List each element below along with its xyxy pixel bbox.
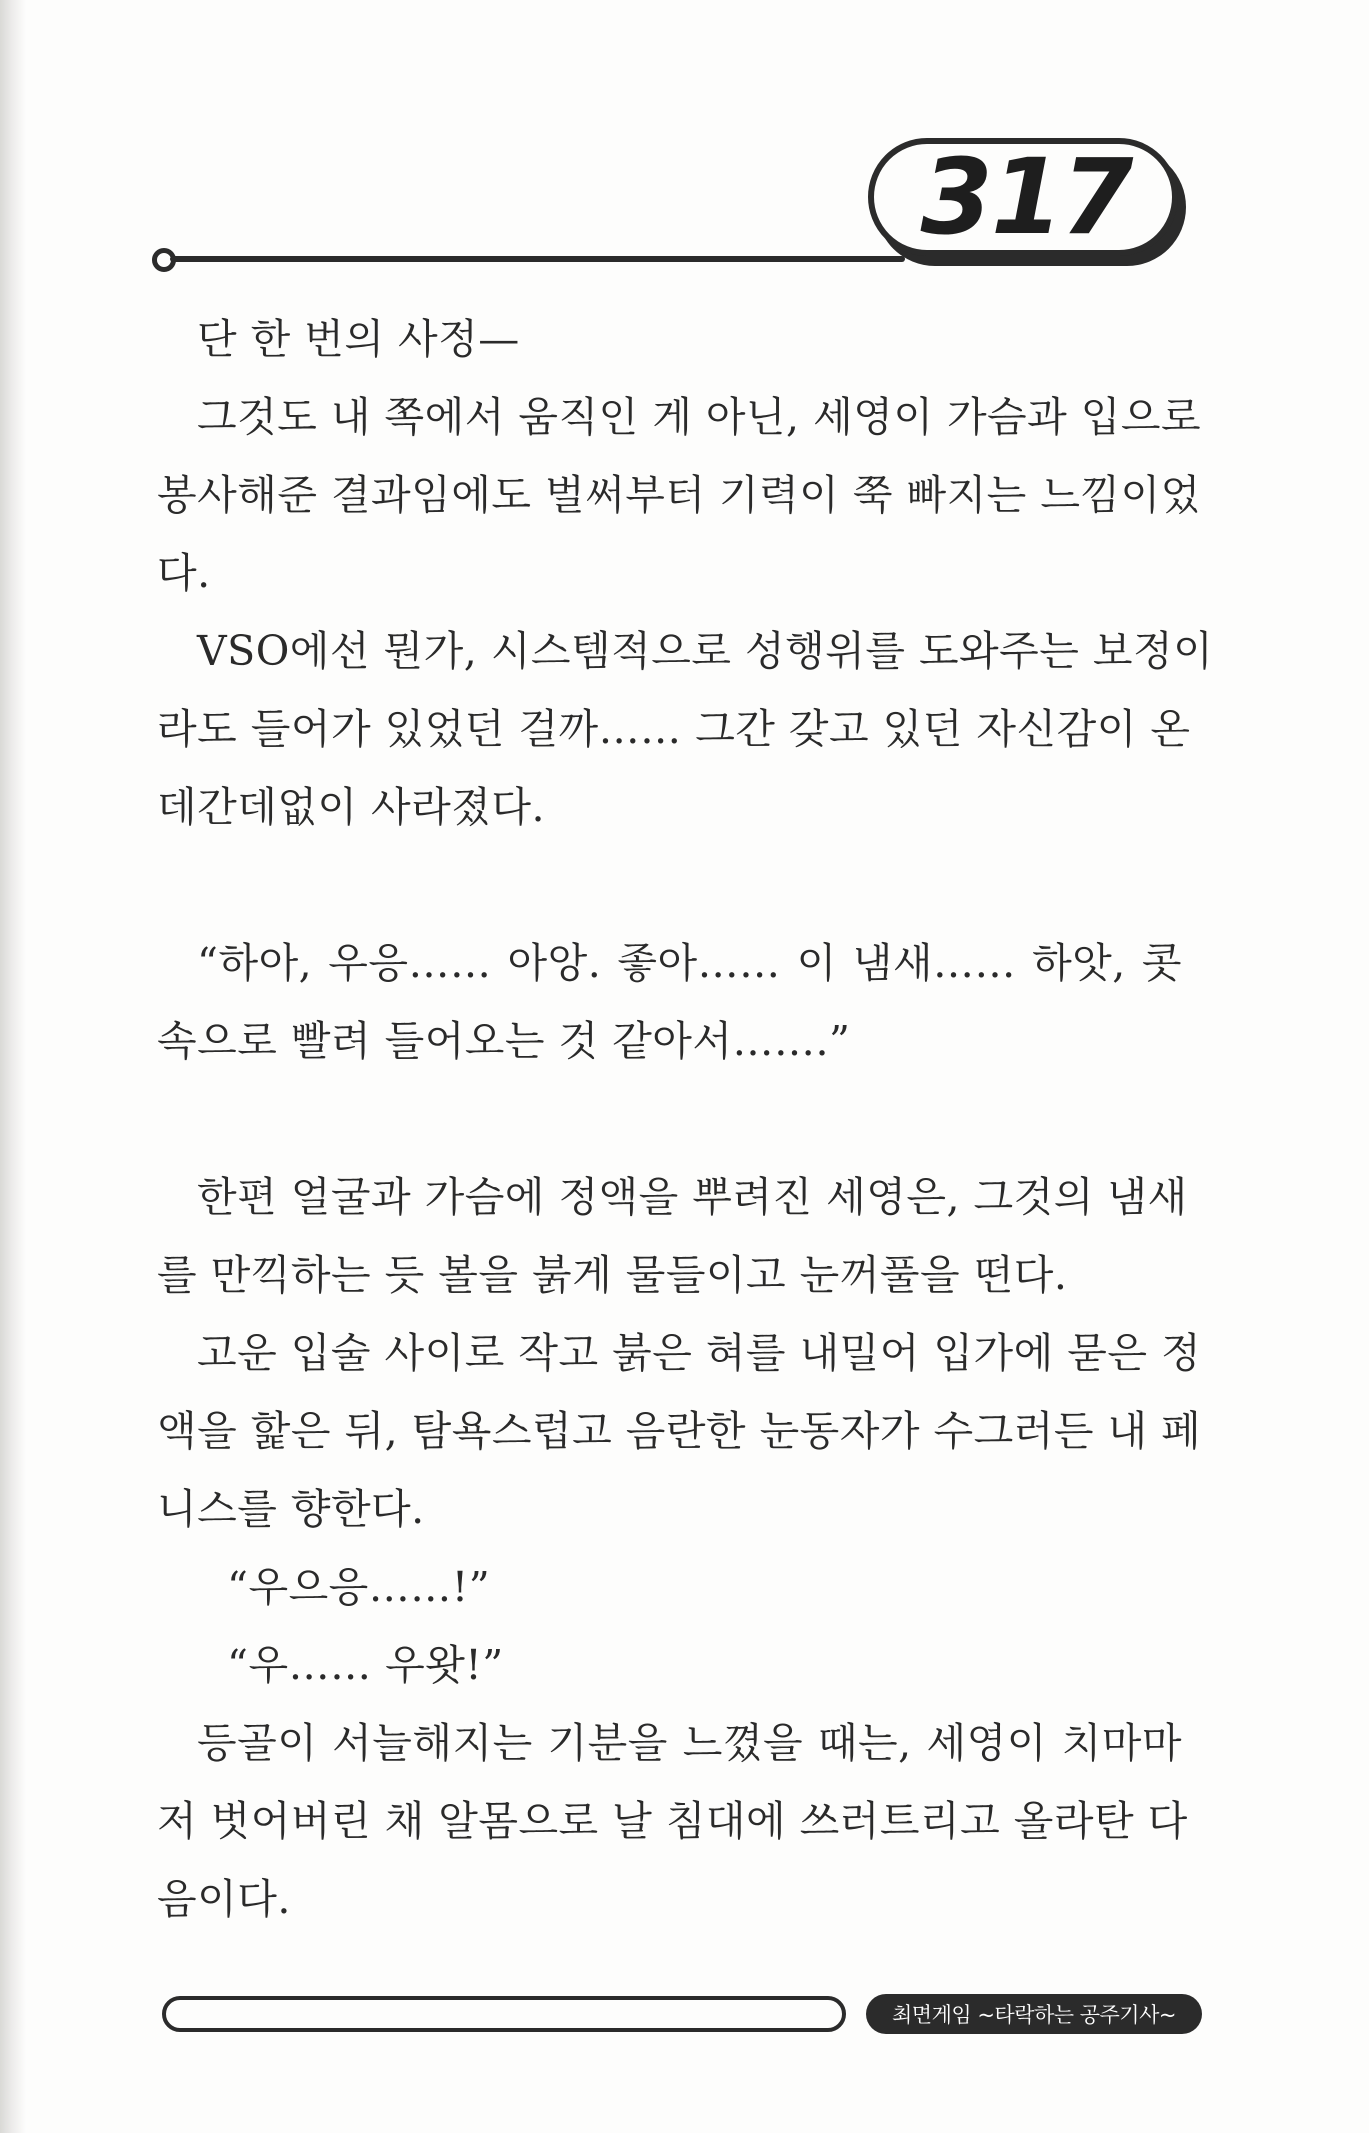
text-line: 저 벗어버린 채 알몸으로 날 침대에 쓰러트리고 올라탄 다: [157, 1797, 1188, 1845]
page-binding-shadow: [0, 0, 26, 2133]
text-line: 등골이 서늘해지는 기분을 느꼈을 때는, 세영이 치마마: [197, 1719, 1182, 1767]
text-line: 다.: [157, 549, 211, 597]
paragraph-gap: [157, 846, 1182, 924]
text-line: “우…… 우왓!”: [227, 1641, 504, 1689]
header-rule: [170, 256, 905, 262]
text-line: 니스를 향한다.: [157, 1485, 425, 1533]
footer-bar: [162, 1996, 846, 2032]
footer-book-title: 최면게임 ~타락하는 공주기사~: [892, 2003, 1176, 2027]
text-line: 고운 입술 사이로 작고 붉은 혀를 내밀어 입가에 묻은 정: [197, 1329, 1202, 1377]
text-line: “우으응……!”: [227, 1563, 491, 1611]
text-line: 데간데없이 사라졌다.: [157, 783, 546, 831]
text-line: 봉사해준 결과임에도 벌써부터 기력이 쭉 빠지는 느낌이었: [157, 471, 1201, 519]
text-line: 액을 핥은 뒤, 탐욕스럽고 음란한 눈동자가 수그러든 내 페: [157, 1407, 1202, 1455]
page-number-badge: [868, 138, 1178, 256]
text-line: 라도 들어가 있었던 걸까…… 그간 갖고 있던 자신감이 온: [157, 705, 1191, 753]
text-line: 그것도 내 쪽에서 움직인 게 아닌, 세영이 가슴과 입으로: [197, 393, 1202, 441]
text-line: 단 한 번의 사정—: [197, 315, 520, 363]
text-line: “하아, 우응…… 아앙. 좋아…… 이 냄새…… 하앗, 콧: [197, 939, 1182, 987]
page-number: 317: [920, 136, 1132, 258]
text-line: 음이다.: [157, 1875, 291, 1923]
text-line: VSO에선 뭔가, 시스템적으로 성행위를 도와주는 보정이: [197, 627, 1214, 675]
body-text: [157, 300, 1214, 1938]
text-line: 를 만끽하는 듯 볼을 붉게 물들이고 눈꺼풀을 떤다.: [157, 1251, 1068, 1299]
footer-title-badge: [866, 1994, 1202, 2034]
text-line: 한편 얼굴과 가슴에 정액을 뿌려진 세영은, 그것의 냄새: [197, 1173, 1188, 1221]
text-line: 속으로 빨려 들어오는 것 같아서…….”: [157, 1017, 851, 1065]
paragraph-gap: [157, 1080, 1182, 1158]
